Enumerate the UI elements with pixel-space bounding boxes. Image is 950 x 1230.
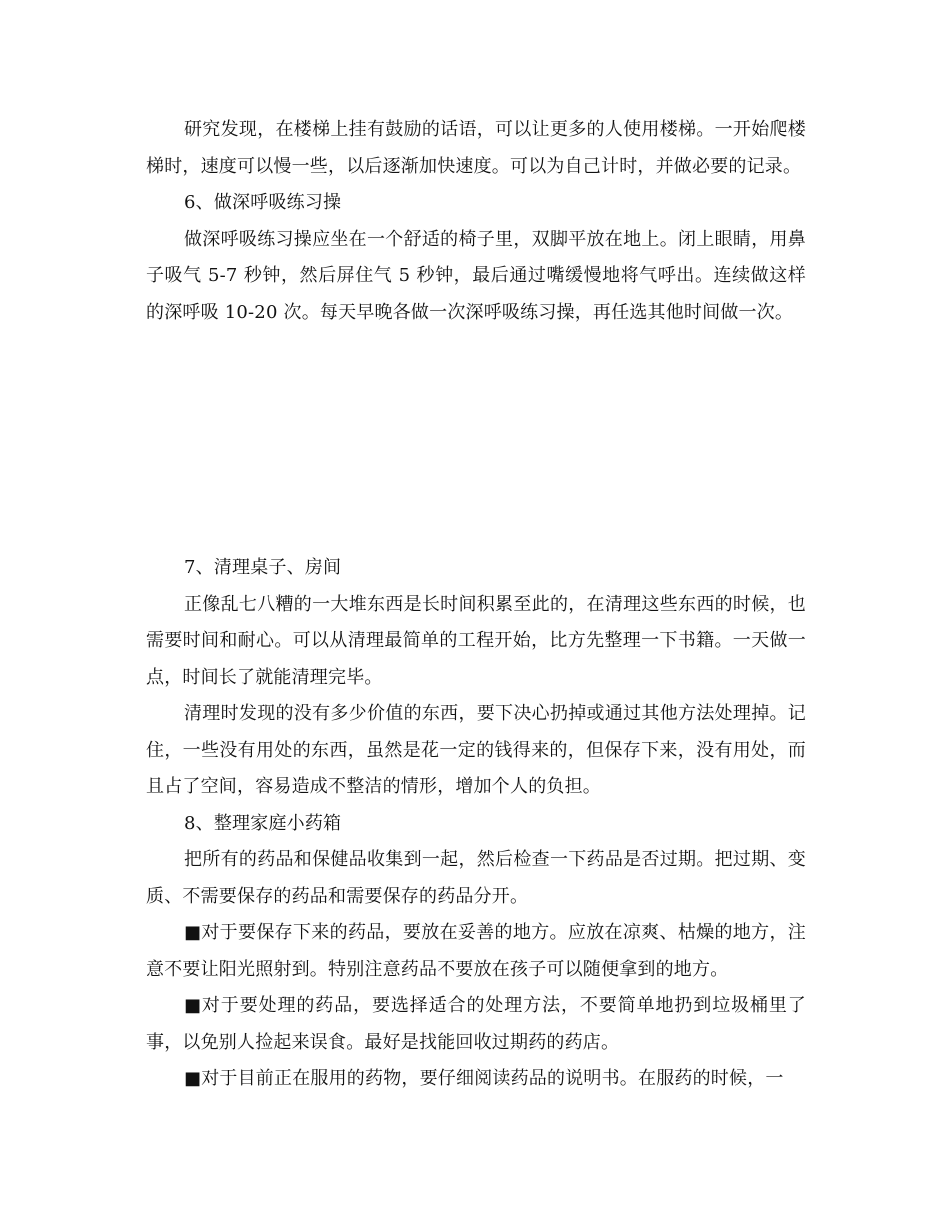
- text-block-top: [146, 112, 806, 331]
- heading-medicine-box: 8、整理家庭小药箱: [184, 812, 342, 834]
- paragraph-clean-room: 正像乱七八糟的一大堆东西是长时间积累至此的，在清理这些东西的时候，也需要时间和耐心。可以从清理最简单的工程开始，比方先整理一下书籍。一天做一点，时间长了就能清理完毕。: [146, 593, 806, 688]
- paragraph-stairs: 研究发现，在楼梯上挂有鼓励的话语，可以让更多的人使用楼梯。一开始爬楼梯时，速度可以慢一些，以后逐渐加快速度。可以为自己计时，并做必要的记录。: [146, 119, 806, 177]
- heading-clean-room: 7、清理桌子、房间: [184, 557, 342, 578]
- paragraph-current-medicine: ■对于目前正在服用的药物，要仔细阅读药品的说明书。在服药的时候，一: [184, 1068, 784, 1089]
- paragraph-collect-medicine: 把所有的药品和保健品收集到一起，然后检查一下药品是否过期。把过期、变质、不需要保存的药品和需要保存的药品分开。: [146, 849, 806, 907]
- text-block-bottom: [146, 550, 806, 1098]
- paragraph-dispose-medicine: ■对于要处理的药品，要选择适合的处理方法，不要简单地扔到垃圾桶里了事，以免别人捡起来误食。最好是找能回收过期药的药店。: [146, 995, 806, 1053]
- paragraph-deep-breathing: 做深呼吸练习操应坐在一个舒适的椅子里，双脚平放在地上。闭上眼睛，用鼻子吸气 5-7 秒钟，然后屏住气 5 秒钟，最后通过嘴缓慢地将气呼出。连续做这样的深呼吸 10-20 次。每天早晚各做一次深呼吸练习操，再任选其他时间做一次。: [146, 228, 806, 323]
- heading-deep-breathing: 6、做深呼吸练习操: [184, 192, 342, 213]
- paragraph-store-medicine: ■对于要保存下来的药品，要放在妥善的地方。应放在凉爽、枯燥的地方，注意不要让阳光照射到。特别注意药品不要放在孩子可以随便拿到的地方。: [146, 922, 806, 980]
- paragraph-discard-items: 清理时发现的没有多少价值的东西，要下决心扔掉或通过其他方法处理掉。记住，一些没有用处的东西，虽然是花一定的钱得来的，但保存下来，没有用处，而且占了空间，容易造成不整洁的情形，增加个人的负担。: [146, 703, 806, 797]
